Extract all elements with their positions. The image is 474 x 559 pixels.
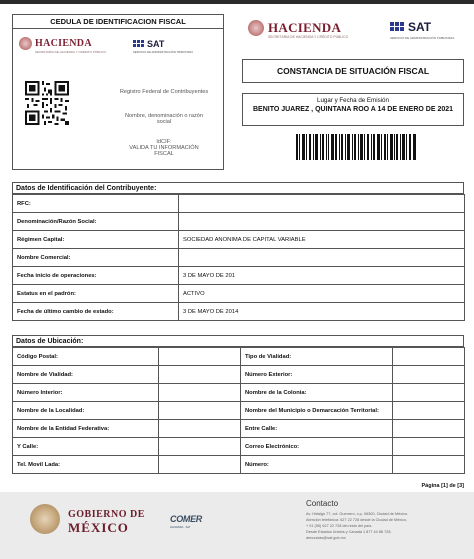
ubicacion-title: Datos de Ubicación: [12, 335, 464, 347]
hacienda-subtitle: SECRETARÍA DE HACIENDA Y CRÉDITO PÚBLICO [35, 50, 106, 54]
field-label: Tipo de Vialidad: [241, 348, 393, 366]
field-value: SOCIEDAD ANONIMA DE CAPITAL VARIABLE [179, 231, 465, 249]
field-label: Nombre del Municipio o Demarcación Territorial: [241, 402, 393, 420]
field-label: Correo Electrónico: [241, 438, 393, 456]
table-row [13, 438, 465, 456]
field-label: Número: [241, 456, 393, 474]
table-row [13, 267, 465, 285]
field-label: Fecha inicio de operaciones: [13, 267, 179, 285]
field-value [393, 438, 465, 456]
field-label: Nombre de Vialidad: [13, 366, 159, 384]
table-row [13, 249, 465, 267]
field-label: Fecha de último cambio de estado: [13, 303, 179, 321]
table-row [13, 420, 465, 438]
table-row [13, 213, 465, 231]
qr-code-icon [25, 81, 69, 125]
top-rule [0, 0, 474, 4]
field-value [179, 213, 465, 231]
field-label: RFC: [13, 195, 179, 213]
registro-label: Registro Federal de Contribuyentes [119, 89, 209, 95]
field-value [393, 384, 465, 402]
identificacion-table [12, 194, 465, 321]
field-label: Nombre de la Entidad Federativa: [13, 420, 159, 438]
sat-header-subtitle: SERVICIO DE ADMINISTRACIÓN TRIBUTARIA [390, 36, 455, 40]
table-row [13, 366, 465, 384]
field-label: Número Interior: [13, 384, 159, 402]
field-value [179, 249, 465, 267]
comer-subtitle: HACIENDA · SAT [170, 526, 191, 529]
field-value [179, 195, 465, 213]
table-row [13, 348, 465, 366]
field-value: 3 DE MAYO DE 201 [179, 267, 465, 285]
hacienda-seal-icon [19, 37, 32, 50]
sat-header-logo: SAT [408, 20, 432, 34]
table-row [13, 285, 465, 303]
field-value [159, 348, 241, 366]
comer-logo: COMER [170, 514, 202, 524]
hacienda-header-seal-icon [248, 20, 264, 36]
hacienda-logo: HACIENDA [35, 38, 92, 49]
field-label: Entre Calle: [241, 420, 393, 438]
constancia-title: CONSTANCIA DE SITUACIÓN FISCAL [242, 59, 464, 83]
table-row [13, 303, 465, 321]
contacto-line: Desde Estados Unidos y Canadá 1 877 44 88 728. [306, 530, 392, 534]
sat-mark-icon [133, 40, 144, 47]
idcif-block: IdCIF: VALIDA TU INFORMACIÓN FISCAL [129, 139, 199, 157]
field-value [159, 402, 241, 420]
field-value [159, 384, 241, 402]
field-label: Número Exterior: [241, 366, 393, 384]
identificacion-title: Datos de Identificación del Contribuyente: [12, 182, 464, 194]
field-label: Nombre de la Colonia: [241, 384, 393, 402]
field-value: ACTIVO [179, 285, 465, 303]
field-value [393, 348, 465, 366]
lugar-fecha-box [242, 93, 464, 126]
field-label: Y Calle: [13, 438, 159, 456]
gobierno-seal-icon [30, 504, 60, 534]
table-row [13, 402, 465, 420]
field-value [159, 366, 241, 384]
field-value [393, 420, 465, 438]
gobierno-logo-line2: MÉXICO [68, 520, 129, 535]
contacto-line: Av. Hidalgo 77, col. Guerrero, c.p. 06300, Ciudad de México. [306, 512, 409, 516]
contacto-line: + 01 (55) 627 22 728 del resto del país. [306, 524, 373, 528]
table-row [13, 231, 465, 249]
table-row [13, 195, 465, 213]
gobierno-logo-line1: GOBIERNO DE [68, 509, 145, 520]
field-label: Nombre Comercial: [13, 249, 179, 267]
lugar-label: Lugar y Fecha de Emisión [317, 97, 389, 104]
contacto-email: denuncias@sat.gob.mx [306, 536, 346, 540]
field-value [393, 456, 465, 474]
field-label: Régimen Capital: [13, 231, 179, 249]
barcode-icon [296, 134, 416, 160]
field-label: Tel. Movil Lada: [13, 456, 159, 474]
field-label: Nombre de la Localidad: [13, 402, 159, 420]
field-value [393, 402, 465, 420]
cedula-title: CEDULA DE IDENTIFICACION FISCAL [13, 15, 223, 29]
field-label: Estatus en el padrón: [13, 285, 179, 303]
hacienda-header-logo: HACIENDA [268, 20, 342, 35]
cedula-box [12, 14, 224, 170]
field-value [159, 420, 241, 438]
lugar-value: BENITO JUAREZ , QUINTANA ROO A 14 DE ENERO DE 2021 [252, 106, 454, 113]
field-label: Denominación/Razón Social: [13, 213, 179, 231]
contacto-line: Atención telefónica: 627 22 728 desde la Ciudad de México, [306, 518, 408, 522]
contacto-title: Contacto [306, 499, 339, 508]
nombre-label: Nombre, denominación o razón social [124, 113, 204, 125]
field-value: 3 DE MAYO DE 2014 [179, 303, 465, 321]
sat-subtitle: SERVICIO DE ADMINISTRACIÓN TRIBUTARIA [133, 50, 193, 54]
table-row [13, 384, 465, 402]
table-row [13, 456, 465, 474]
sat-header-mark-icon [390, 22, 404, 31]
hacienda-header-subtitle: SECRETARÍA DE HACIENDA Y CRÉDITO PÚBLICO [268, 35, 349, 39]
page-indicator: Página [1] de [3] [421, 483, 464, 489]
field-value [393, 366, 465, 384]
sat-logo: SAT [147, 39, 165, 49]
ubicacion-table [12, 347, 465, 474]
field-value [159, 438, 241, 456]
field-value [159, 456, 241, 474]
field-label: Código Postal: [13, 348, 159, 366]
